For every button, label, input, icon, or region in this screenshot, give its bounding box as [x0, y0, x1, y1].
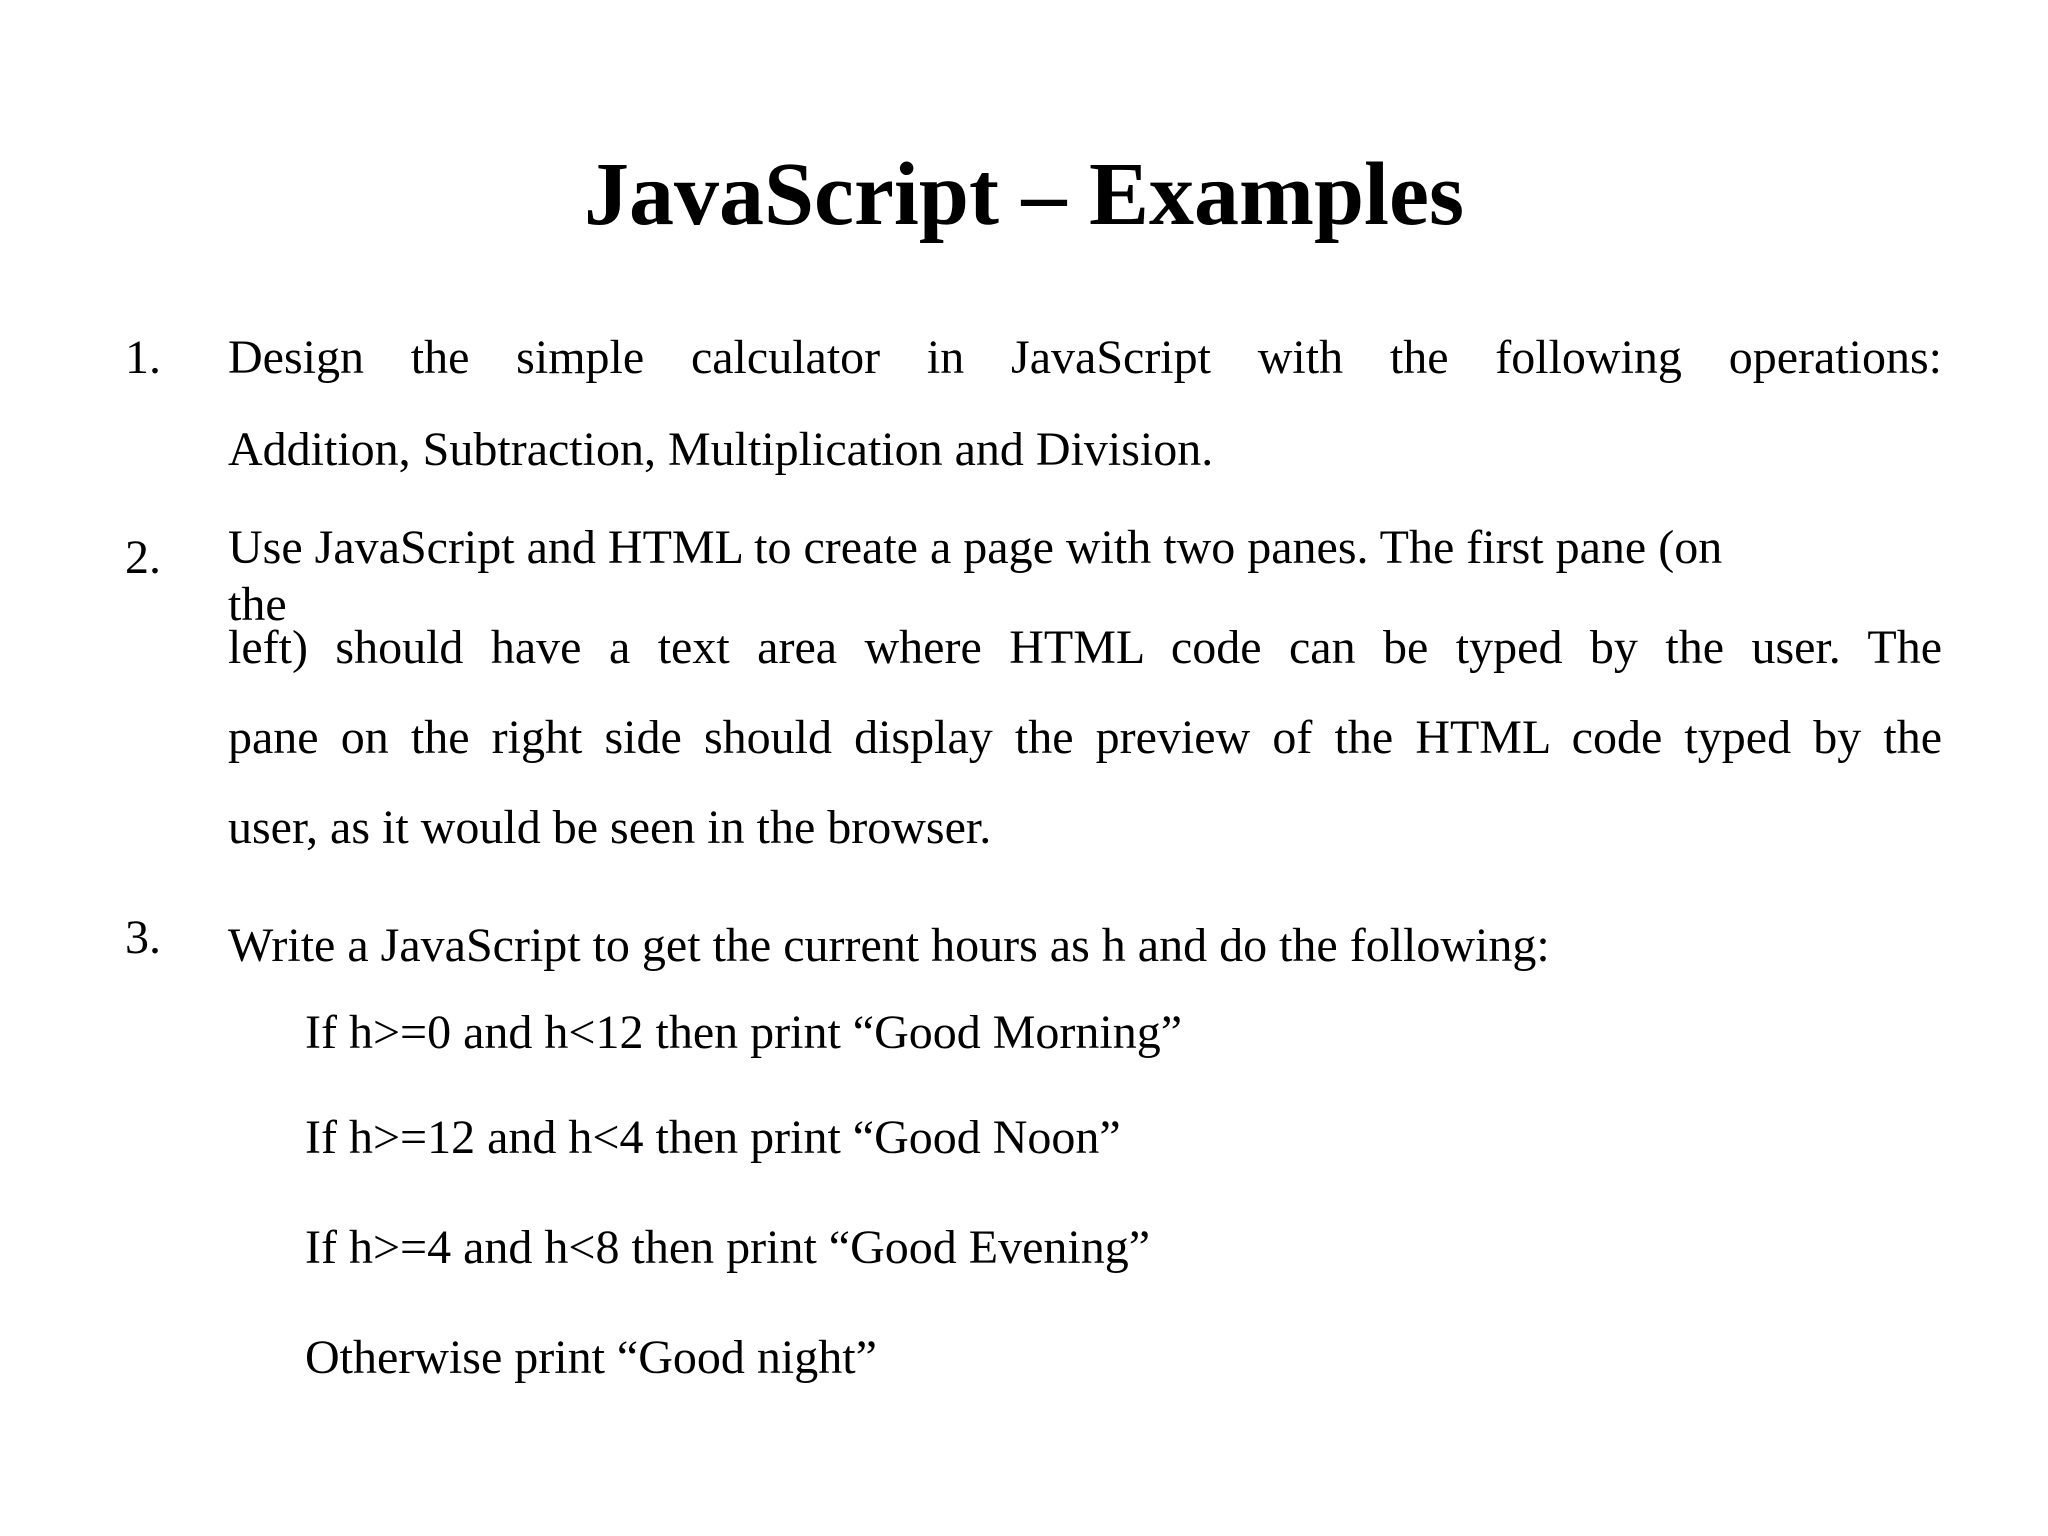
condition-night: Otherwise print “Good night” — [305, 1331, 877, 1384]
item-1-number: 1. — [125, 331, 161, 384]
item-2-line-2: the — [228, 578, 287, 631]
item-2-line-5: user, as it would be seen in the browser. — [228, 801, 992, 854]
condition-noon: If h>=12 and h<4 then print “Good Noon” — [305, 1111, 1121, 1164]
slide-title: JavaScript – Examples — [583, 145, 1464, 244]
condition-morning: If h>=0 and h<12 then print “Good Morning” — [305, 1006, 1183, 1059]
condition-evening: If h>=4 and h<8 then print “Good Evening” — [305, 1221, 1151, 1274]
item-2-line-3: left) should have a text area where HTML code can be typed by the user. The — [228, 621, 1942, 674]
item-3-number: 3. — [125, 911, 161, 964]
item-2-line-1: Use JavaScript and HTML to create a page with two panes. The first pane (on — [228, 521, 1723, 574]
item-2-number: 2. — [125, 531, 161, 584]
item-1-line-2: Addition, Subtraction, Multiplication and Division. — [228, 423, 1214, 476]
item-1-line-1: Design the simple calculator in JavaScript with the following operations: — [228, 331, 1942, 384]
item-3-line-1: Write a JavaScript to get the current hours as h and do the following: — [228, 919, 1550, 972]
item-2-line-4: pane on the right side should display the preview of the HTML code typed by the — [228, 711, 1942, 764]
